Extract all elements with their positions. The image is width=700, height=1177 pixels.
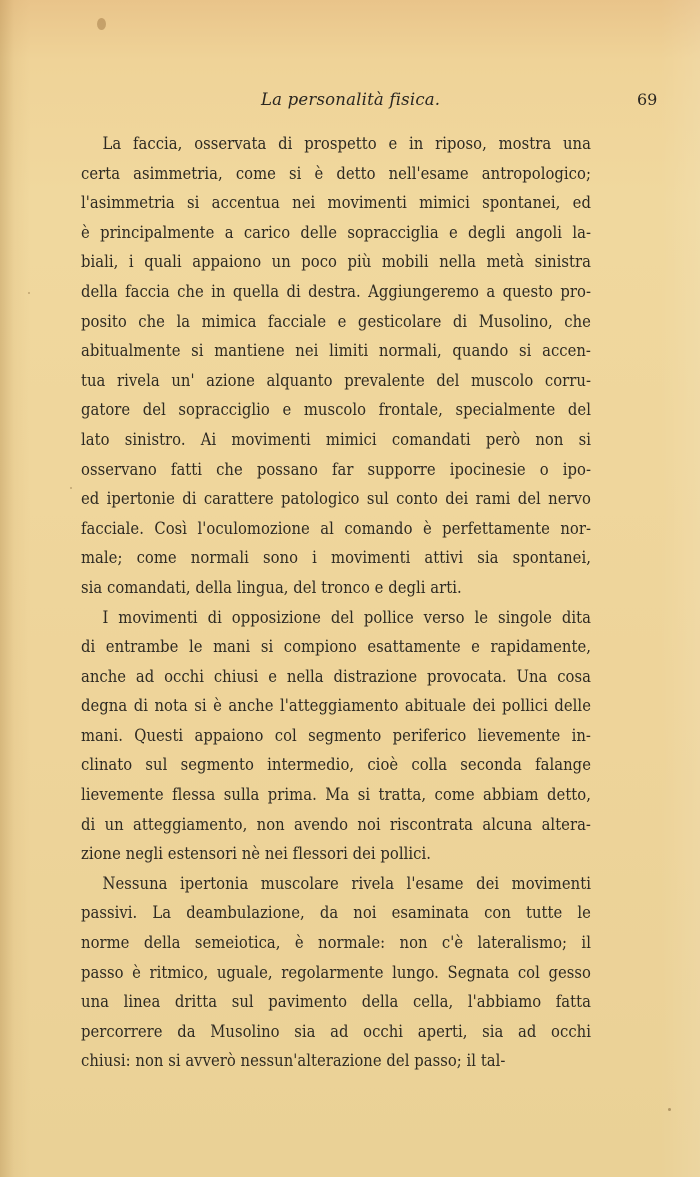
text-line: degna di nota si è anche l'atteggiamento abituale dei pollici delle	[81, 696, 591, 717]
running-head	[0, 88, 700, 114]
paragraph-3	[81, 870, 591, 1077]
paper-stain	[97, 18, 106, 30]
text-line: percorrere da Musolino sia ad occhi aperti, sia ad occhi	[81, 1021, 591, 1042]
text-line: una linea dritta sul pavimento della cella, l'abbiamo fatta	[81, 992, 591, 1013]
text-line: è principalmente a carico delle sopracciglia e degli angoli la-	[81, 222, 591, 243]
running-title: La personalità fisica.	[261, 90, 441, 109]
text-line: l'asimmetria si accentua nei movimenti mimici spontanei, ed	[81, 193, 591, 214]
paper-speck	[70, 487, 72, 489]
text-line: anche ad occhi chiusi e nella distrazione provocata. Una cosa	[81, 666, 591, 687]
paper-speck	[28, 292, 30, 294]
body-text	[81, 130, 591, 1077]
page-number: 69	[637, 90, 658, 109]
text-line: di un atteggiamento, non avendo noi riscontrata alcuna altera-	[81, 814, 591, 835]
text-line: passivi. La deambulazione, da noi esaminata con tutte le	[81, 903, 591, 924]
text-line: facciale. Così l'oculomozione al comando è perfettamente nor-	[81, 518, 591, 539]
text-line: clinato sul segmento intermedio, cioè colla seconda falange	[81, 755, 591, 776]
text-line: di entrambe le mani si compiono esattamente e rapidamente,	[81, 637, 591, 658]
text-line: tua rivela un' azione alquanto prevalente del muscolo corru-	[81, 370, 591, 391]
paragraph-1	[81, 130, 591, 604]
text-line: male; come normali sono i movimenti attivi sia spontanei,	[81, 548, 591, 569]
text-line: gatore del sopracciglio e muscolo frontale, specialmente del	[81, 400, 591, 421]
text-line: mani. Questi appaiono col segmento periferico lievemente in-	[81, 725, 591, 746]
text-line: passo è ritmico, uguale, regolarmente lungo. Segnata col gesso	[81, 962, 591, 983]
text-line: della faccia che in quella di destra. Aggiungeremo a questo pro-	[81, 281, 591, 302]
text-line: biali, i quali appaiono un poco più mobili nella metà sinistra	[81, 252, 591, 273]
text-line: abitualmente si mantiene nei limiti normali, quando si accen-	[81, 341, 591, 362]
text-line: ed ipertonie di carattere patologico sul conto dei rami del nervo	[81, 489, 591, 510]
text-line: lievemente flessa sulla prima. Ma si tratta, come abbiam detto,	[81, 785, 591, 806]
text-line: certa asimmetria, come si è detto nell'esame antropologico;	[81, 163, 591, 184]
text-line: zione negli estensori nè nei flessori dei pollici.	[81, 844, 431, 865]
paper-speck	[668, 1108, 671, 1111]
text-line: sia comandati, della lingua, del tronco e degli arti.	[81, 577, 462, 598]
text-line: posito che la mimica facciale e gesticolare di Musolino, che	[81, 311, 591, 332]
text-line: norme della semeiotica, è normale: non c'è lateralismo; il	[81, 933, 591, 954]
text-line: La faccia, osservata di prospetto e in riposo, mostra una	[102, 134, 591, 154]
text-line: chiusi: non si avverò nessun'alterazione del passo; il tal-	[81, 1051, 506, 1072]
text-line: Nessuna ipertonia muscolare rivela l'esame dei movimenti	[102, 873, 591, 894]
text-line: I movimenti di opposizione del pollice verso le singole dita	[102, 607, 591, 628]
text-line: osservano fatti che possano far supporre ipocinesie o ipo-	[81, 459, 591, 480]
text-line: lato sinistro. Ai movimenti mimici comandati però non si	[81, 429, 591, 450]
paragraph-2	[81, 604, 591, 870]
